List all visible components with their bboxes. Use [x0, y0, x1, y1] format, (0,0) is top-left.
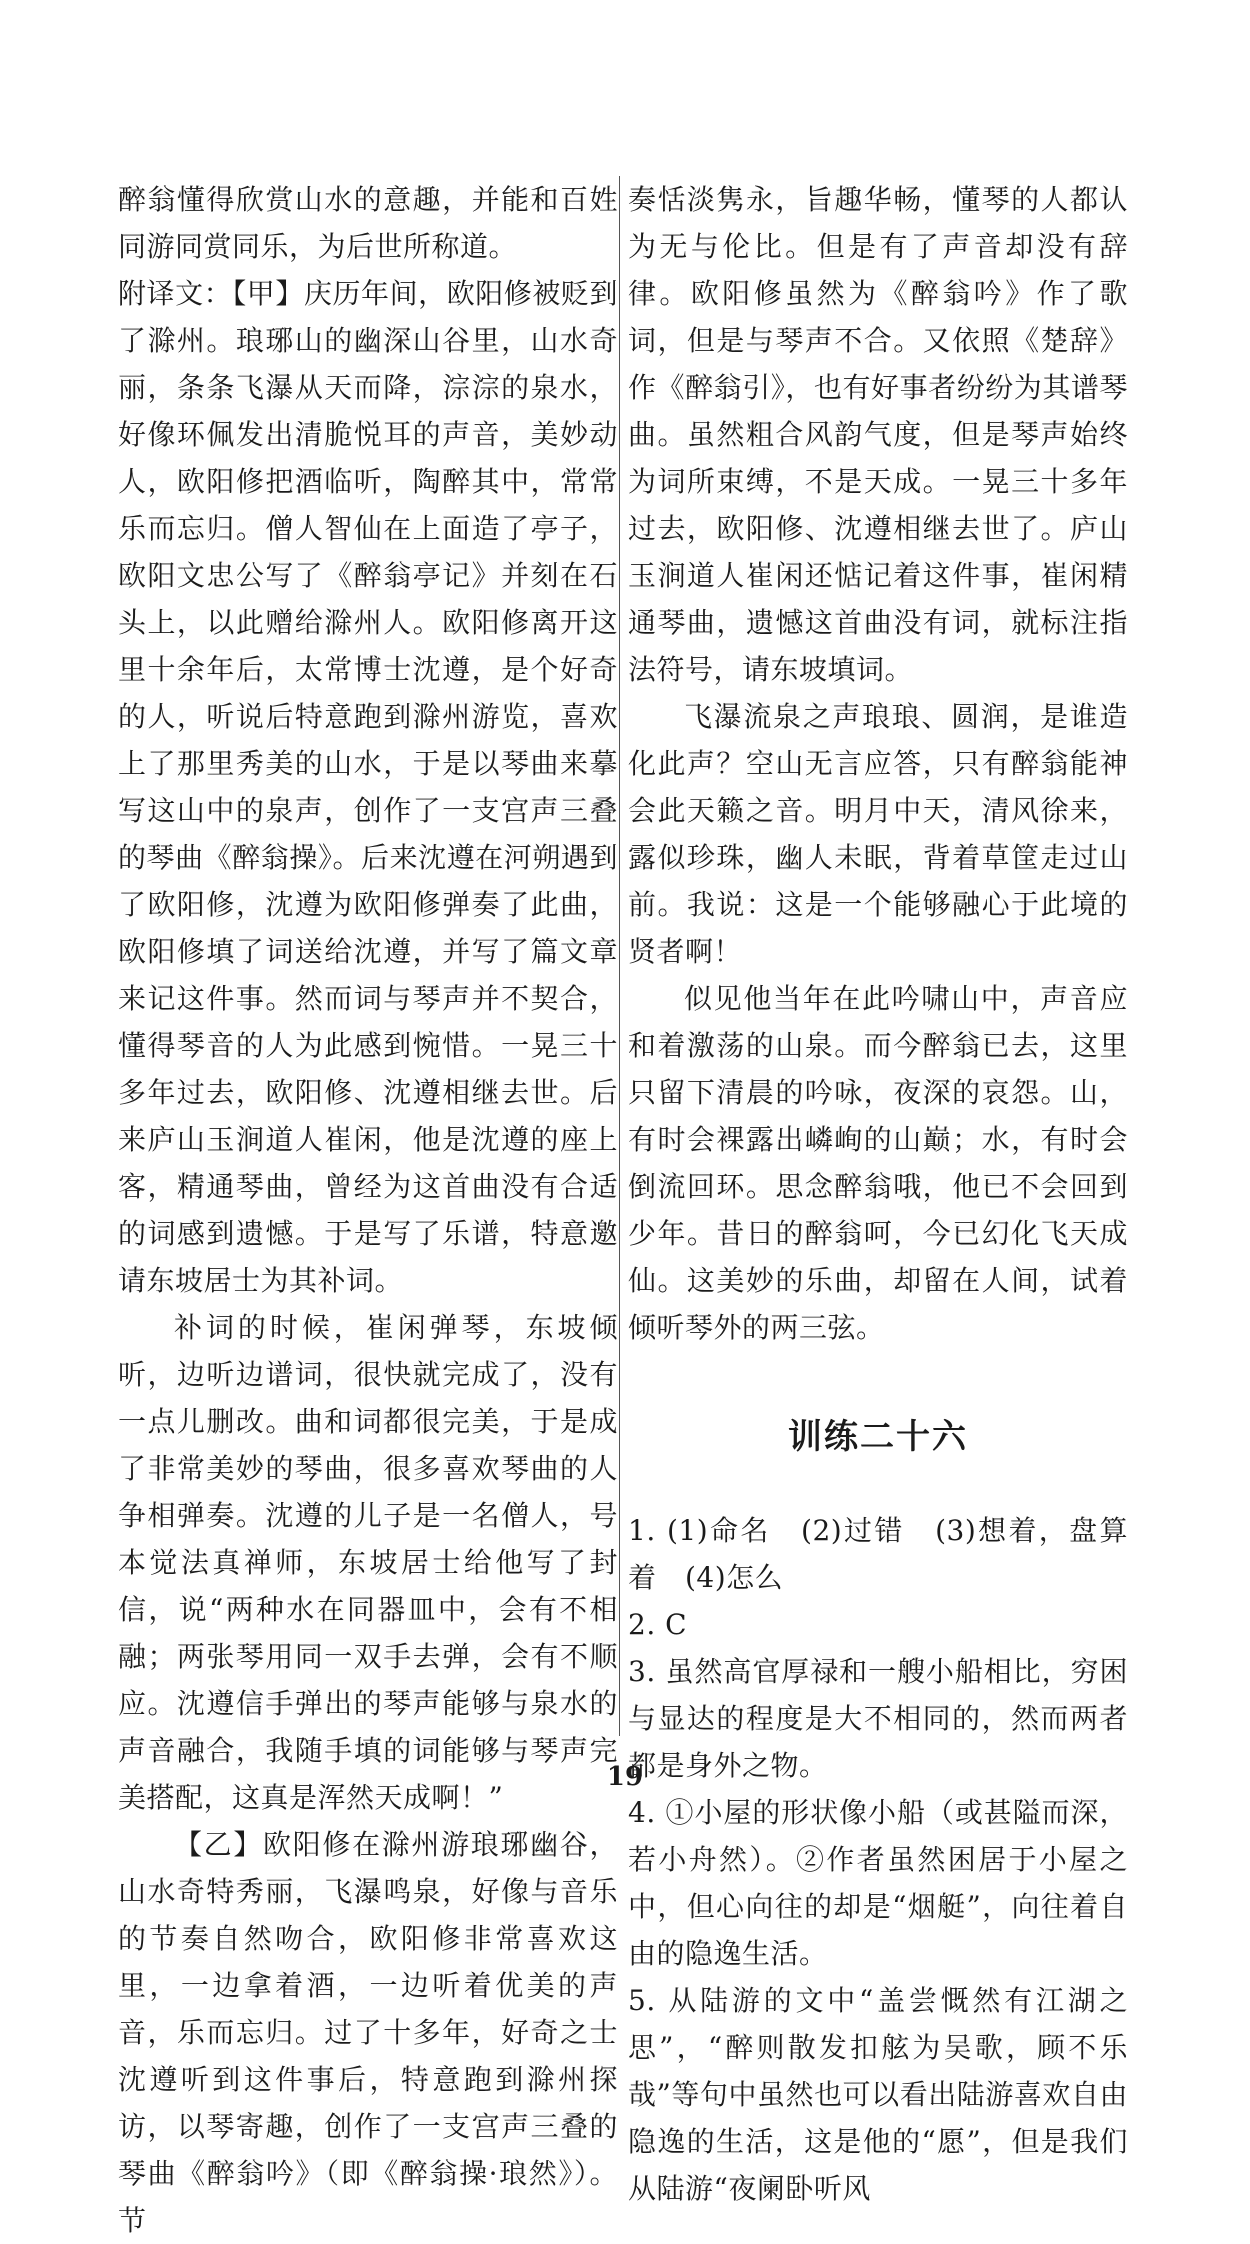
answer-item-3: 3. 虽然高官厚禄和一艘小船相比，穷困与显达的程度是大不相同的，然而两者都是身外之物。	[628, 1655, 1128, 1782]
left-paragraph-1: 醉翁懂得欣赏山水的意趣，并能和百姓同游同赏同乐，为后世所称道。	[118, 183, 618, 263]
right-paragraph-3: 似见他当年在此吟啸山中，声音应和着激荡的山泉。而今醉翁已去，这里只留下清晨的吟咏，夜深的哀怨。山，有时会裸露出嶙峋的山巅；水，有时会倒流回环。思念醉翁哦，他已不会回到少年。昔日的醉翁呵，今已幻化飞天成仙。这美妙的乐曲，却留在人间，试着倾听琴外的两三弦。	[628, 982, 1128, 1344]
page-number: 19	[606, 1762, 644, 1792]
right-column	[628, 176, 1128, 2212]
answer-item-4: 4. ①小屋的形状像小船（或甚隘而深，若小舟然）。②作者虽然困居于小屋之中，但心向往的却是“烟艇”，向往着自由的隐逸生活。	[628, 1796, 1128, 1970]
left-paragraph-3: 补词的时候，崔闲弹琴，东坡倾听，边听边谱词，很快就完成了，没有一点儿删改。曲和词都很完美，于是成了非常美妙的琴曲，很多喜欢琴曲的人争相弹奏。沈遵的儿子是一名僧人，号本觉法真禅师，东坡居士给他写了封信，说“两种水在同器皿中，会有不相融；两张琴用同一双手去弹，会有不顺应。沈遵信手弹出的琴声能够与泉水的声音融合，我随手填的词能够与琴声完美搭配，这真是浑然天成啊！”	[118, 1311, 618, 1814]
answer-item-5: 5. 从陆游的文中“盖尝慨然有江湖之思”，“醉则散发扣舷为吴歌，顾不乐哉”等句中虽然也可以看出陆游喜欢自由隐逸的生活，这是他的“愿”，但是我们从陆游“夜阑卧听风	[628, 1984, 1128, 2205]
section-title: 训练二十六	[788, 1417, 968, 1457]
column-divider	[619, 176, 620, 1736]
left-paragraph-4: 【乙】欧阳修在滁州游琅琊幽谷，山水奇特秀丽，飞瀑鸣泉，好像与音乐的节奏自然吻合，欧阳修非常喜欢这里，一边拿着酒，一边听着优美的声音，乐而忘归。过了十多年，好奇之士沈遵听到这件事后，特意跑到滁州探访，以琴寄趣，创作了一支宫声三叠的琴曲《醉翁吟》（即《醉翁操·琅然》）。节	[118, 1828, 618, 2237]
right-paragraph-2: 飞瀑流泉之声琅琅、圆润，是谁造化此声？空山无言应答，只有醉翁能神会此天籁之音。明月中天，清风徐来，露似珍珠，幽人未眠，背着草筐走过山前。我说：这是一个能够融心于此境的贤者啊！	[628, 700, 1128, 968]
right-paragraph-1: 奏恬淡隽永，旨趣华畅，懂琴的人都认为无与伦比。但是有了声音却没有辞律。欧阳修虽然为《醉翁吟》作了歌词，但是与琴声不合。又依照《楚辞》作《醉翁引》，也有好事者纷纷为其谱琴曲。虽然粗合风韵气度，但是琴声始终为词所束缚，不是天成。一晃三十多年过去，欧阳修、沈遵相继去世了。庐山玉涧道人崔闲还惦记着这件事，崔闲精通琴曲，遗憾这首曲没有词，就标注指法符号，请东坡填词。	[628, 183, 1128, 686]
left-column	[118, 176, 618, 2244]
answer-item-1: 1. (1)命名 (2)过错 (3)想着，盘算着 (4)怎么	[628, 1514, 1128, 1594]
answer-item-2: 2. C	[628, 1608, 688, 1641]
left-paragraph-2: 附译文：【甲】庆历年间，欧阳修被贬到了滁州。琅琊山的幽深山谷里，山水奇丽，条条飞瀑从天而降，淙淙的泉水，好像环佩发出清脆悦耳的声音，美妙动人，欧阳修把酒临听，陶醉其中，常常乐而忘归。僧人智仙在上面造了亭子，欧阳文忠公写了《醉翁亭记》并刻在石头上，以此赠给滁州人。欧阳修离开这里十余年后，太常博士沈遵，是个好奇的人，听说后特意跑到滁州游览，喜欢上了那里秀美的山水，于是以琴曲来摹写这山中的泉声，创作了一支宫声三叠的琴曲《醉翁操》。后来沈遵在河朔遇到了欧阳修，沈遵为欧阳修弹奏了此曲，欧阳修填了词送给沈遵，并写了篇文章来记这件事。然而词与琴声并不契合，懂得琴音的人为此感到惋惜。一晃三十多年过去，欧阳修、沈遵相继去世。后来庐山玉涧道人崔闲，他是沈遵的座上客，精通琴曲，曾经为这首曲没有合适的词感到遗憾。于是写了乐谱，特意邀请东坡居士为其补词。	[118, 277, 618, 1297]
